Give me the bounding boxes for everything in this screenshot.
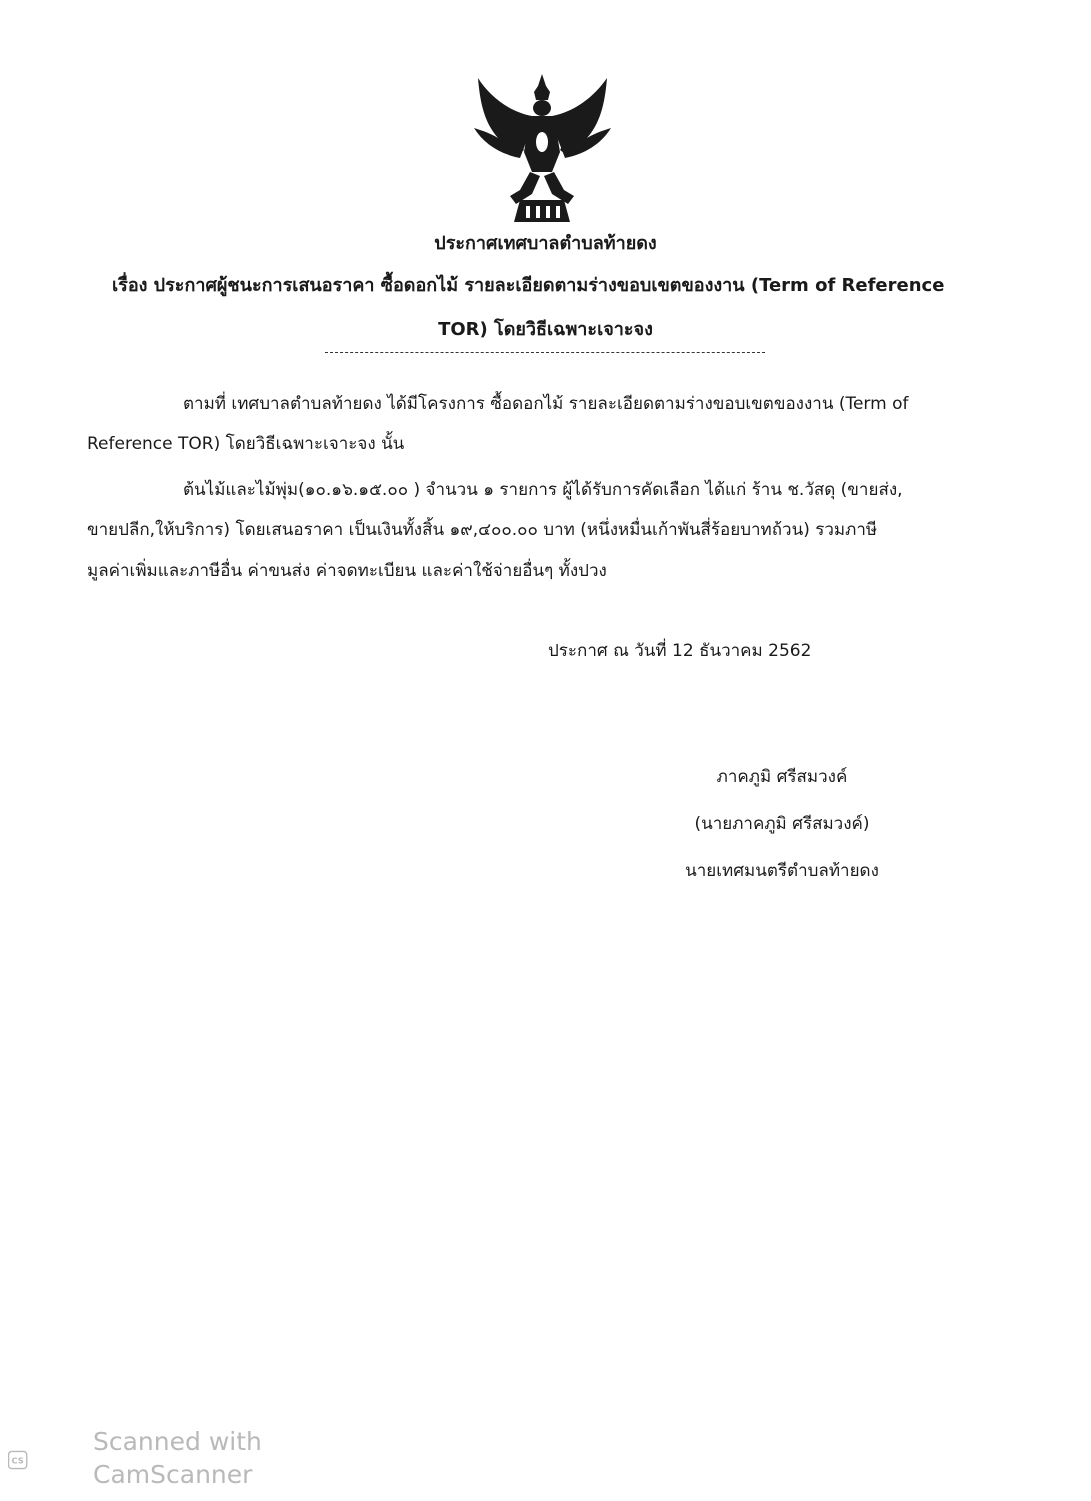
- paragraph-2-line-3: มูลค่าเพิ่มและภาษีอื่น ค่าขนส่ง ค่าจดทะเบียน และค่าใช้จ่ายอื่นๆ ทั้งปวง: [87, 561, 607, 581]
- paragraph-2-line-2: ขายปลีก,ให้บริการ) โดยเสนอราคา เป็นเงินทั้งสิ้น ๑๙,๔๐๐.๐๐ บาท (หนึ่งหมื่นเก้าพันสี่ร้อยบาทถ้วน) รวมภาษี: [87, 520, 878, 540]
- signature-full-name: (นายภาคภูมิ ศรีสมวงค์): [694, 814, 870, 834]
- camscanner-logo-icon: [8, 1425, 88, 1495]
- announcement-title: ประกาศเทศบาลตำบลท้ายดง: [434, 233, 657, 254]
- subject-line-1: เรื่อง ประกาศผู้ชนะการเสนอราคา ซื้อดอกไม้ รายละเอียดตามร่างขอบเขตของงาน (Term of Reference: [112, 275, 945, 296]
- garuda-emblem-icon: [470, 72, 615, 227]
- paragraph-1-line-1: ตามที่ เทศบาลตำบลท้ายดง ได้มีโครงการ ซื้อดอกไม้ รายละเอียดตามร่างขอบเขตของงาน (Term of: [183, 394, 909, 414]
- divider-line: [325, 352, 765, 353]
- announcement-date: ประกาศ ณ วันที่ 12 ธันวาคม 2562: [548, 641, 812, 661]
- signature-name: ภาคภูมิ ศรีสมวงค์: [716, 767, 848, 787]
- signature-position: นายเทศมนตรีตำบลท้ายดง: [685, 861, 879, 881]
- paragraph-1-line-2: Reference TOR) โดยวิธีเฉพาะเจาะจง นั้น: [87, 434, 405, 454]
- watermark-line-1: Scanned with: [93, 1427, 262, 1456]
- watermark-line-2: CamScanner: [93, 1460, 253, 1489]
- paragraph-2-line-1: ต้นไม้และไม้พุ่ม(๑๐.๑๖.๑๕.๐๐ ) จำนวน ๑ รายการ ผู้ได้รับการคัดเลือก ได้แก่ ร้าน ช.วัสดุ (ขายส่ง,: [183, 480, 903, 500]
- subject-line-2: TOR) โดยวิธีเฉพาะเจาะจง: [438, 319, 653, 340]
- camscanner-logo-text: CS: [11, 1455, 24, 1466]
